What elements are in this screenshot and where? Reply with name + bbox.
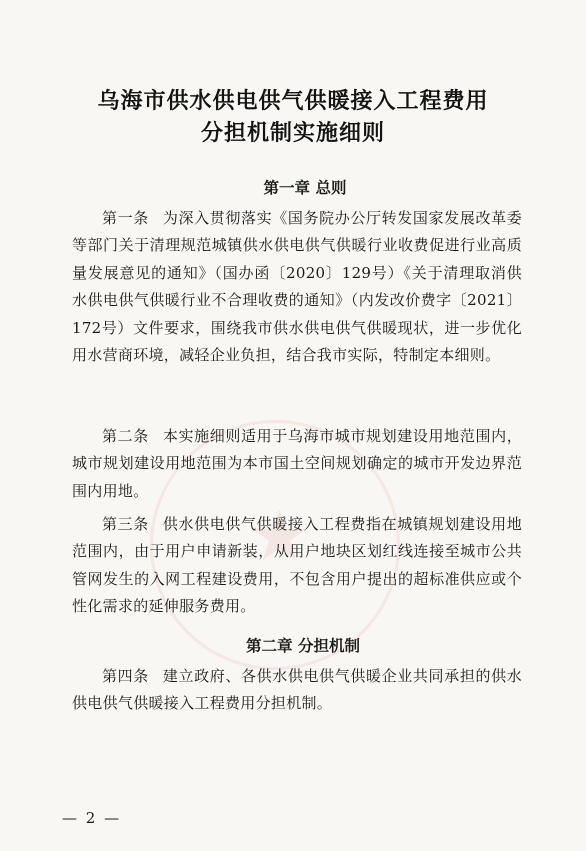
article-4 [72, 663, 522, 718]
chapter-heading-cost-sharing: 第二章 分担机制 [246, 637, 360, 655]
article-3 [72, 511, 522, 621]
article-2-number: 第二条 [102, 427, 149, 445]
seal-star-icon: ★ [248, 495, 311, 577]
document-title-line2: 分担机制实施细则 [200, 120, 385, 146]
article-1-number: 第一条 [102, 209, 149, 227]
article-2 [72, 423, 522, 505]
chapter-heading-general: 第一章 总则 [263, 179, 347, 197]
page-number: — 2 — [62, 809, 122, 827]
article-4-number: 第四条 [102, 667, 149, 685]
article-3-number: 第三条 [102, 515, 149, 533]
article-2-text: 本实施细则适用于乌海市城市规划建设用地范围内，城市规划建设用地范围为本市国土空间规划确定的城市开发边界范围内用地。 [72, 427, 522, 500]
document-title-line1: 乌海市供水供电供气供暖接入工程费用 [97, 88, 489, 114]
article-1 [72, 205, 522, 369]
article-1-text: 为深入贯彻落实《国务院办公厅转发国家发展改革委等部门关于清理规范城镇供水供电供气供暖行业收费促进行业高质量发展意见的通知》（国办函〔2020〕129号）《关于清理取消供水供电供气供暖行业不合理收费的通知》（内发改价费字〔2021〕172号）文件要求，围绕我市供水供电供气供暖现状，进一步优化用水营商环境，减轻企业负担，结合我市实际，特制定本细则。 [72, 209, 522, 365]
article-4-text: 建立政府、各供水供电供气供暖企业共同承担的供水供电供气供暖接入工程费用分担机制。 [72, 667, 522, 713]
article-3-text: 供水供电供气供暖接入工程费指在城镇规划建设用地范围内，由于用户申请新装，从用户地块区划红线连接至城市公共管网发生的入网工程建设费用，不包含用户提出的超标准供应或个性化需求的延伸服务费用。 [72, 515, 522, 616]
